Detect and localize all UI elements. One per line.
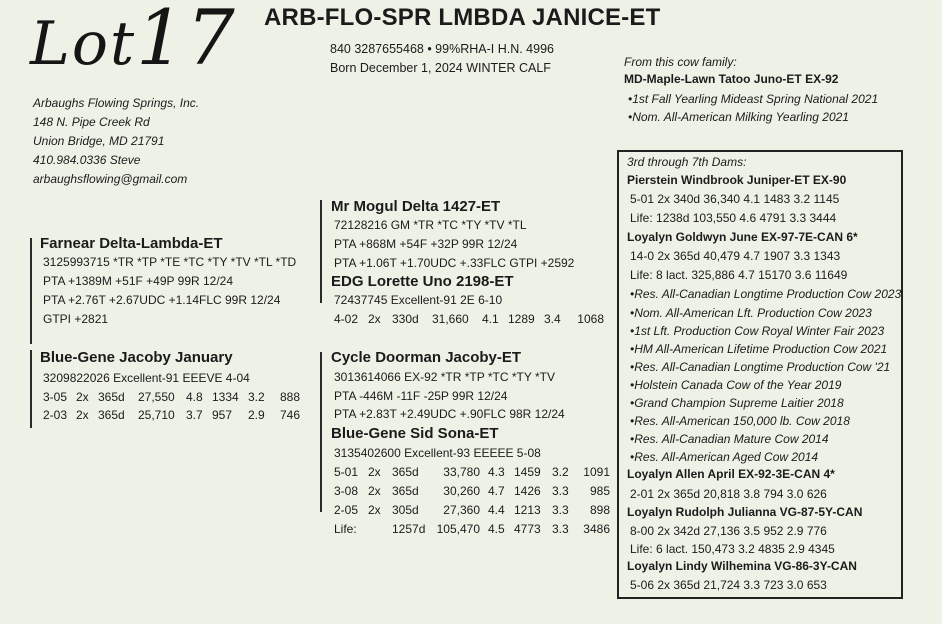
dams-row: 5-01 2x 340d 36,340 4.1 1483 3.2 1145 [630, 192, 840, 206]
dams-row: Loyalyn Allen April EX-92-3E-CAN 4* [627, 467, 835, 481]
record-milkings: 2x [76, 408, 89, 422]
dam-dam-record [334, 465, 610, 479]
lot-digits: 17 [136, 0, 237, 82]
sire-line: GTPI +2821 [43, 312, 109, 326]
lot-word: Lot [30, 9, 137, 79]
record-age: Life: [334, 522, 357, 536]
dams-row: 8-00 2x 342d 27,136 3.5 952 2.9 776 [630, 524, 827, 538]
dam-dam-line: 3135402600 Excellent-93 EEEEE 5-08 [334, 446, 541, 460]
consignor-block [33, 94, 199, 189]
sire-sire-line: PTA +868M +54F +32P 99R 12/24 [334, 237, 518, 251]
record-fat: 4773 [514, 522, 541, 536]
dams-row: 14-0 2x 365d 40,479 4.7 1907 3.3 1343 [630, 249, 841, 263]
record-milkings: 2x [368, 465, 381, 479]
dam-sire-line: PTA -446M -11F -25P 99R 12/24 [334, 389, 508, 403]
record-milk: 25,710 [138, 408, 175, 422]
pedigree-line-dam [30, 350, 32, 428]
dams-row: Pierstein Windbrook Juniper-ET EX-90 [627, 173, 847, 187]
dam-sire-line: 3013614066 EX-92 *TR *TP *TC *TY *TV [334, 370, 556, 384]
sire-dam-line: 72437745 Excellent-91 2E 6-10 [334, 293, 503, 307]
dams-row: •1st Lft. Production Cow Royal Winter Fair 2023 [630, 324, 885, 338]
sire-line: 3125993715 *TR *TP *TE *TC *TY *TV *TL *TD [43, 255, 297, 269]
born-line: Born December 1, 2024 WINTER CALF [330, 61, 551, 75]
record-protein-pct: 3.3 [552, 522, 569, 536]
record-days: 365d [98, 408, 125, 422]
dams-row: •Res. All-Canadian Longtime Production Cow '21 [630, 360, 891, 374]
dams-row: •Res. All-Canadian Mature Cow 2014 [630, 432, 829, 446]
sire-name: Farnear Delta-Lambda-ET [40, 235, 223, 252]
record-fat-pct: 4.1 [482, 312, 499, 326]
record-milkings: 2x [368, 484, 381, 498]
family-award: •1st Fall Yearling Mideast Spring National 2021 [628, 92, 879, 106]
record-milk: 31,660 [432, 312, 469, 326]
sire-dam-name: EDG Lorette Uno 2198-ET [331, 273, 514, 290]
dams-row: Loyalyn Lindy Wilhemina VG-86-3Y-CAN [627, 559, 857, 573]
dam-record [43, 408, 300, 422]
record-protein-pct: 3.2 [248, 390, 265, 404]
record-days: 365d [98, 390, 125, 404]
record-fat: 1213 [514, 503, 541, 517]
family-cow: MD-Maple-Lawn Tatoo Juno-ET EX-92 [624, 72, 839, 86]
dams-row: •Res. All-Canadian Longtime Production Cow 2023 [630, 287, 902, 301]
sire-sire-line: PTA +1.06T +1.70UDC +.33FLC GTPI +2592 [334, 256, 575, 270]
record-fat-pct: 4.5 [488, 522, 505, 536]
lot-number [30, 2, 237, 80]
dams-row: •Grand Champion Supreme Laitier 2018 [630, 396, 844, 410]
record-fat: 1334 [212, 390, 239, 404]
dams-row: Life: 8 lact. 325,886 4.7 15170 3.6 11649 [630, 268, 848, 282]
dam-dam-record [334, 522, 610, 536]
record-protein: 888 [279, 390, 300, 404]
record-protein: 746 [279, 408, 300, 422]
record-protein-pct: 2.9 [248, 408, 265, 422]
record-protein: 985 [589, 484, 610, 498]
sire-sire-name: Mr Mogul Delta 1427-ET [331, 198, 501, 215]
family-award: •Nom. All-American Milking Yearling 2021 [628, 110, 849, 124]
record-milk: 105,470 [436, 522, 480, 536]
consignor-city: Union Bridge, MD 21791 [33, 134, 165, 148]
record-fat-pct: 4.8 [186, 390, 203, 404]
record-days: 365d [392, 465, 419, 479]
dam-line: 3209822026 Excellent-91 EEEVE 4-04 [43, 371, 250, 385]
consignor-email: arbaughsflowing@gmail.com [33, 172, 188, 186]
dams-row: •Holstein Canada Cow of the Year 2019 [630, 378, 842, 392]
dam-dam-name: Blue-Gene Sid Sona-ET [331, 425, 499, 442]
record-milkings: 2x [368, 503, 381, 517]
sire-line: PTA +2.76T +2.67UDC +1.14FLC 99R 12/24 [43, 293, 281, 307]
record-fat: 957 [212, 408, 233, 422]
dams-row: •Res. All-American Aged Cow 2014 [630, 450, 819, 464]
dams-row: Loyalyn Goldwyn June EX-97-7E-CAN 6* [627, 230, 858, 244]
record-age: 2-05 [334, 503, 359, 517]
sire-dam-record [334, 312, 604, 326]
record-protein-pct: 3.4 [544, 312, 561, 326]
dams-row: •Nom. All-American Lft. Production Cow 2023 [630, 306, 872, 320]
family-heading: From this cow family: [624, 55, 737, 69]
registration-line: 840 3287655468 • 99%RHA-I H.N. 4996 [330, 42, 554, 56]
record-fat-pct: 3.7 [186, 408, 203, 422]
record-days: 365d [392, 484, 419, 498]
record-days: 330d [392, 312, 419, 326]
record-milk: 27,360 [443, 503, 480, 517]
dams-row: •HM All-American Lifetime Production Cow 2021 [630, 342, 888, 356]
record-fat: 1426 [514, 484, 541, 498]
record-age: 3-08 [334, 484, 359, 498]
record-milk: 27,550 [138, 390, 175, 404]
dam-dam-record [334, 484, 610, 498]
pedigree-line-sire-parents [320, 200, 322, 303]
record-fat-pct: 4.3 [488, 465, 505, 479]
record-protein-pct: 3.2 [552, 465, 569, 479]
record-protein: 3486 [583, 522, 610, 536]
record-protein: 1091 [583, 465, 610, 479]
dam-name: Blue-Gene Jacoby January [40, 349, 233, 366]
dams-heading: 3rd through 7th Dams: [627, 155, 747, 169]
record-milk: 33,780 [443, 465, 480, 479]
record-age: 3-05 [43, 390, 68, 404]
record-days: 305d [392, 503, 419, 517]
dams-row: 2-01 2x 365d 20,818 3.8 794 3.0 626 [630, 487, 827, 501]
pedigree-line-sire [30, 238, 32, 344]
dams-row: 5-06 2x 365d 21,724 3.3 723 3.0 653 [630, 578, 827, 592]
dam-dam-record [334, 503, 610, 517]
record-fat-pct: 4.7 [488, 484, 505, 498]
record-milkings: 2x [368, 312, 381, 326]
record-age: 2-03 [43, 408, 68, 422]
record-protein: 898 [589, 503, 610, 517]
dams-row: •Res. All-American 150,000 lb. Cow 2018 [630, 414, 850, 428]
record-days: 1257d [392, 522, 426, 536]
record-age: 4-02 [334, 312, 359, 326]
record-protein-pct: 3.3 [552, 503, 569, 517]
consignor-street: 148 N. Pipe Creek Rd [33, 115, 150, 129]
sire-line: PTA +1389M +51F +49P 99R 12/24 [43, 274, 234, 288]
dam-record [43, 390, 300, 404]
consignor-phone: 410.984.0336 Steve [33, 153, 141, 167]
record-protein-pct: 3.3 [552, 484, 569, 498]
sire-sire-line: 72128216 GM *TR *TC *TY *TV *TL [334, 218, 527, 232]
dams-row: Loyalyn Rudolph Julianna VG-87-5Y-CAN [627, 505, 863, 519]
animal-name: ARB-FLO-SPR LMBDA JANICE-ET [264, 4, 661, 31]
record-fat: 1459 [514, 465, 541, 479]
pedigree-line-dam-parents [320, 352, 322, 512]
record-fat-pct: 4.4 [488, 503, 505, 517]
record-age: 5-01 [334, 465, 359, 479]
dam-sire-name: Cycle Doorman Jacoby-ET [331, 349, 522, 366]
consignor-farm: Arbaughs Flowing Springs, Inc. [33, 96, 200, 110]
record-protein: 1068 [577, 312, 604, 326]
dams-row: Life: 1238d 103,550 4.6 4791 3.3 3444 [630, 211, 837, 225]
dams-row: Life: 6 lact. 150,473 3.2 4835 2.9 4345 [630, 542, 835, 556]
dam-sire-line: PTA +2.83T +2.49UDC +.90FLC 98R 12/24 [334, 407, 565, 421]
record-milkings: 2x [76, 390, 89, 404]
record-milk: 30,260 [443, 484, 480, 498]
record-fat: 1289 [508, 312, 535, 326]
